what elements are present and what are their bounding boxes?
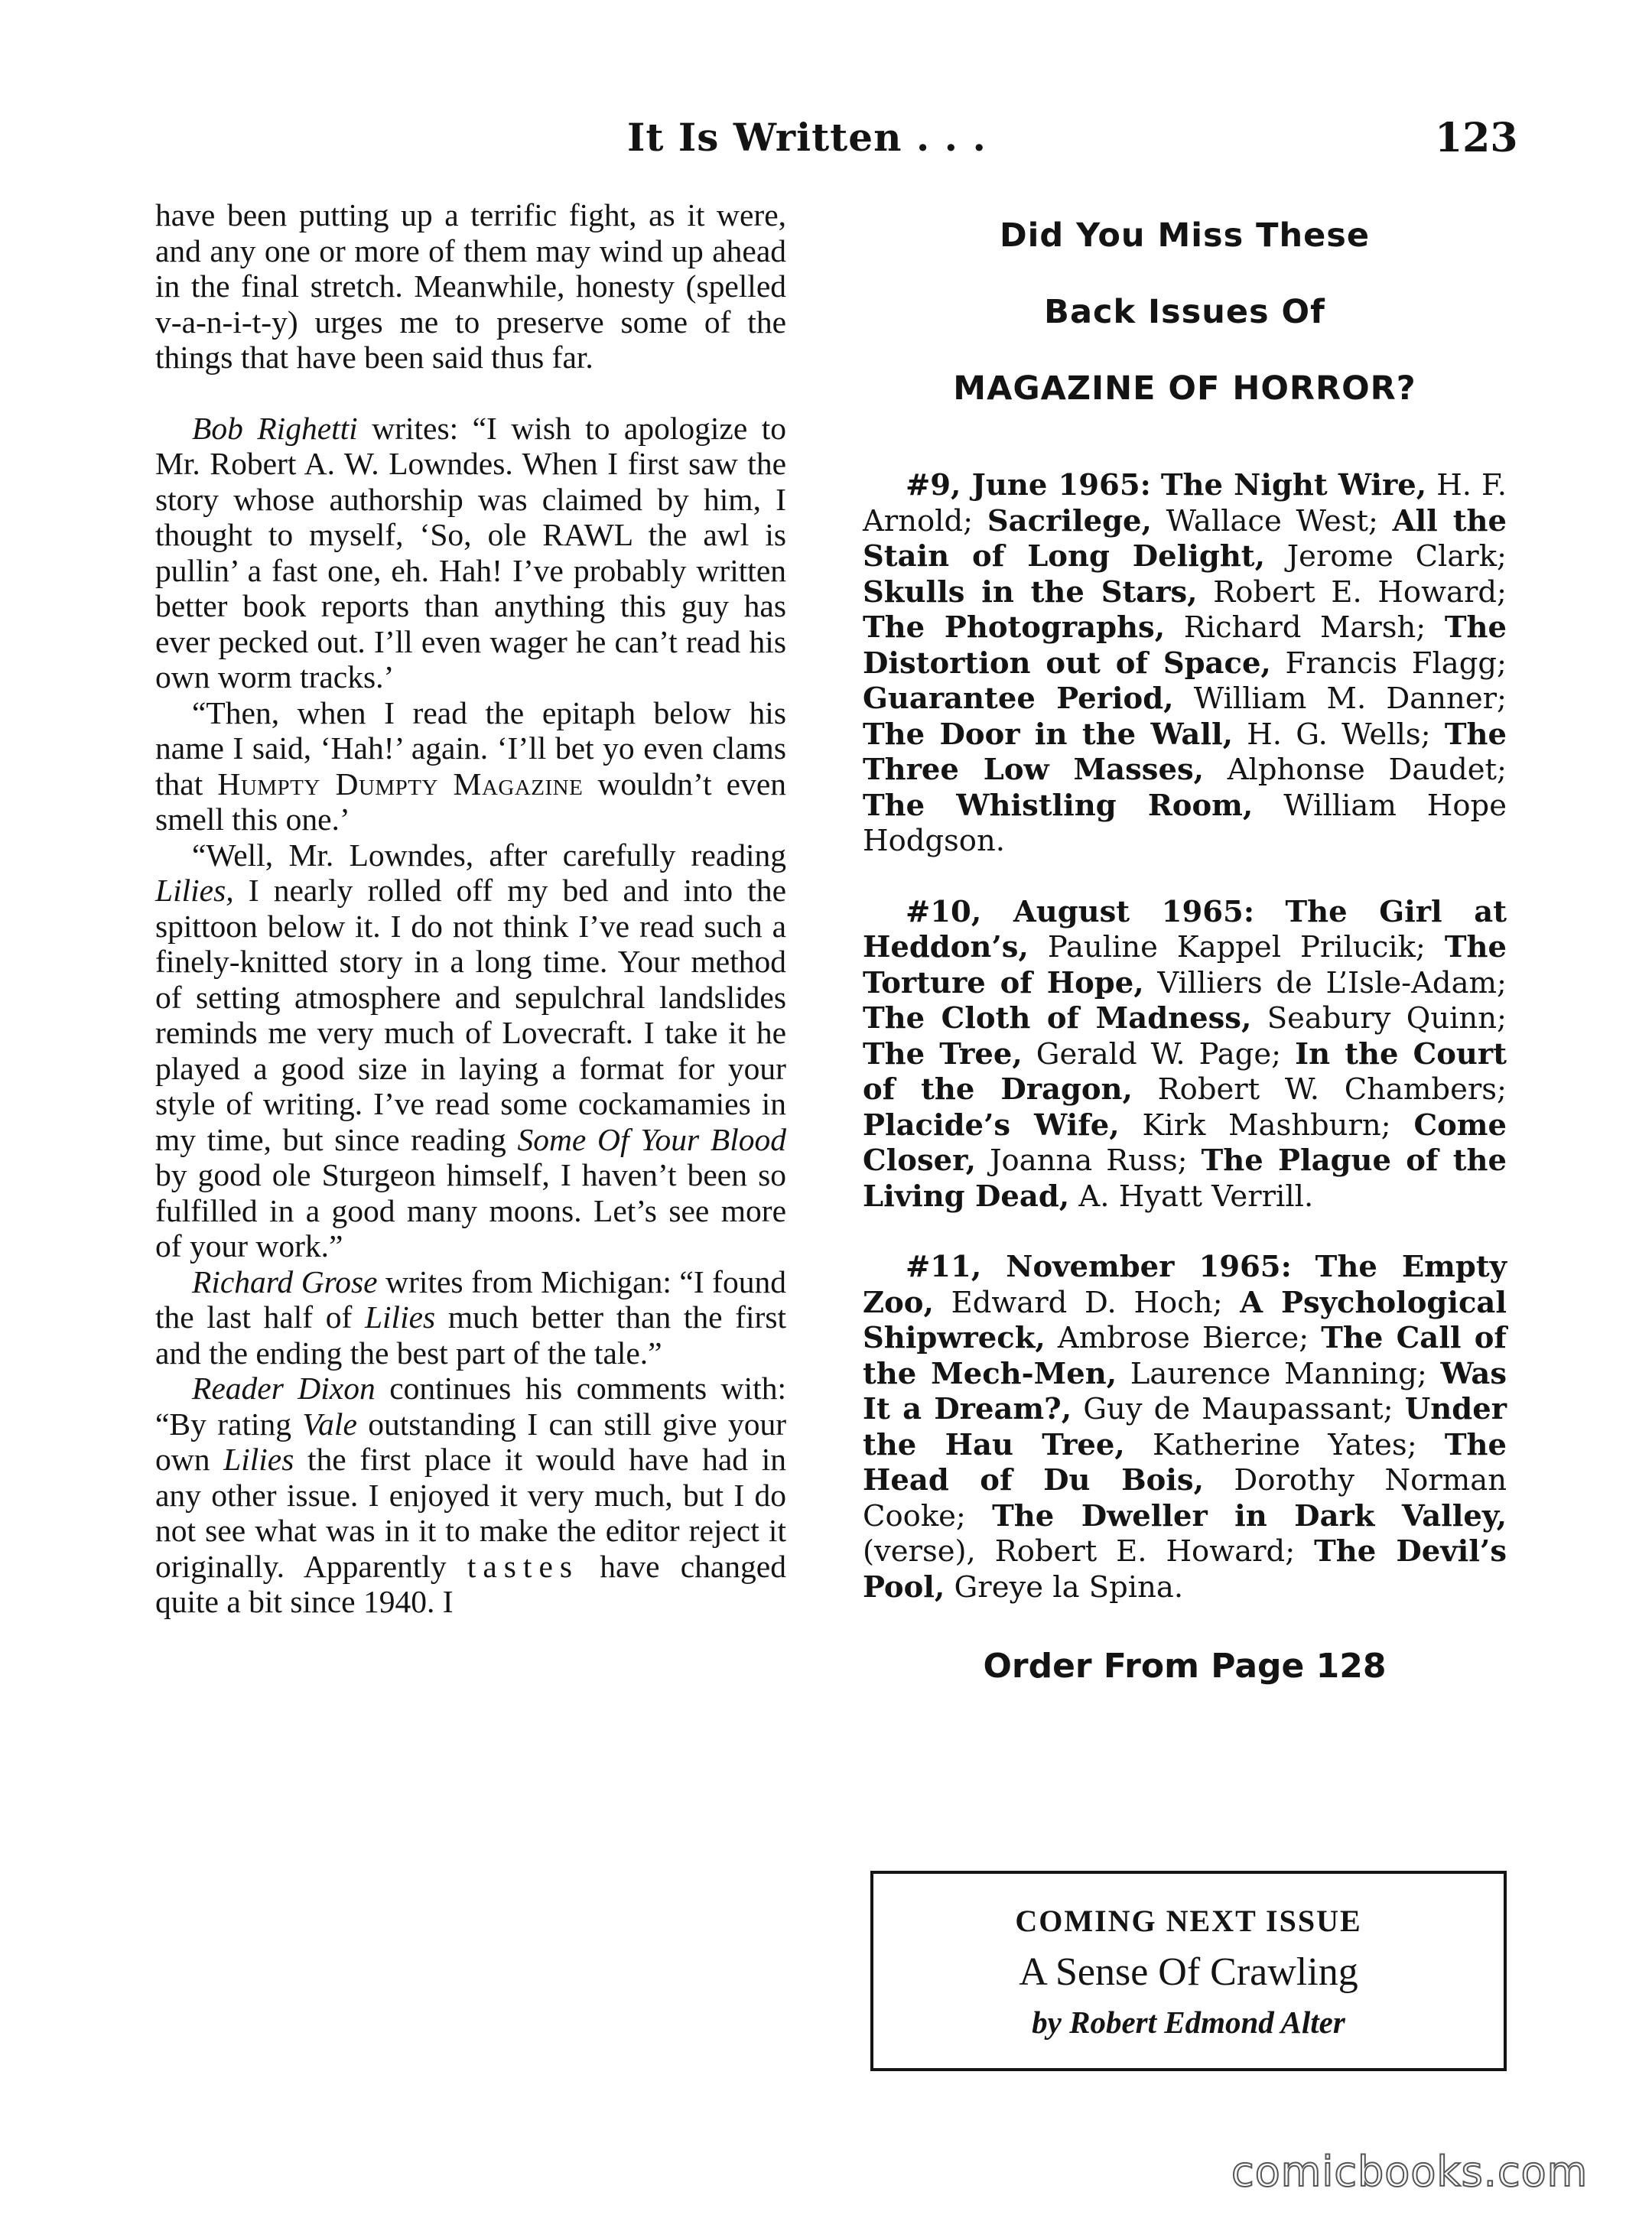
back-issues-ad xyxy=(863,197,1507,1686)
coming-next-label: COMING NEXT ISSUE xyxy=(1015,1904,1362,1938)
page-number: 123 xyxy=(1435,115,1518,161)
letters-paragraph: “Then, when I read the epitaph below his name I said, ‘Hah!’ again. ‘I’ll bet yo even clams that Humpty Dumpty Magazine wouldn’t even smell this one.’ xyxy=(155,694,786,837)
site-watermark: comicbooks.com xyxy=(1231,2148,1589,2196)
letters-paragraph: Bob Righetti writes: “I wish to apologize to Mr. Robert A. W. Lowndes. When I first saw the story whose authorship was claimed by him, I thought to myself, ‘So, ole RAWL the awl is pullin’ a fast one, eh. Hah! I’ve probably written better book reports than anything this guy has ever pecked out. I’ll even wager he can’t read his own worm tracks.’ xyxy=(155,410,786,694)
ad-heading-line: MAGAZINE OF HORROR? xyxy=(953,369,1416,408)
ad-heading-line: Back Issues Of xyxy=(1044,293,1325,331)
letter-writer-name: Bob Righetti xyxy=(192,410,358,446)
issue-entry-10: #10, August 1965: The Girl at Heddon’s, Pauline Kappel Prilucik; The Torture of Hope, Villiers de L’Isle-Adam; The Cloth of Madness, Seabury Quinn; The Tree, Gerald W. Page; In the Court of the Dragon, Robert W. Chambers; Placide’s Wife, Kirk Mashburn; Come Closer, Joanna Russ; The Plague of the Living Dead, A. Hyatt Verrill. xyxy=(863,894,1507,1214)
letter-writer-name: Richard Grose xyxy=(192,1263,378,1299)
order-from-page-note: Order From Page 128 xyxy=(983,1647,1387,1686)
coming-next-title: A Sense Of Crawling xyxy=(1019,1950,1358,1994)
issue-entry-9: #9, June 1965: The Night Wire, H. F. Arnold; Sacrilege, Wallace West; All the Stain of Long Delight, Jerome Clark; Skulls in the Stars, Robert E. Howard; The Photographs, Richard Marsh; The Distortion out of Space, Francis Flagg; Guarantee Period, William M. Danner; The Door in the Wall, H. G. Wells; The Three Low Masses, Alphonse Daudet; The Whistling Room, William Hope Hodgson. xyxy=(863,468,1507,858)
letters-paragraph: Reader Dixon continues his comments with: “By rating Vale outstanding I can still give your own Lilies the first place it would have had in any other issue. I enjoyed it very much, but I do not see what was in it to make the editor reject it originally. Apparently tastes have changed quite a bit since 1940. I xyxy=(155,1371,787,1619)
letters-paragraph: have been putting up a terrific fight, as it were, and any one or more of them may wind up ahead in the final stretch. Meanwhile, honesty (spelled v-a-n-i-t-y) urges me to preserve some of the things that have been said thus far. xyxy=(155,197,786,375)
letters-paragraph: Richard Grose writes from Michigan: “I found the last half of Lilies much better than the first and the ending the best part of the tale.” xyxy=(155,1263,786,1371)
issue-entry-11: #11, November 1965: The Empty Zoo, Edward D. Hoch; A Psychological Shipwreck, Ambrose Bierce; The Call of the Mech-Men, Laurence Manning; Was It a Dream?, Guy de Maupassant; Under the Hau Tree, Katherine Yates; The Head of Du Bois, Dorothy Norman Cooke; The Dweller in Dark Valley, (verse), Robert E. Howard; The Devil’s Pool, Greye la Spina. xyxy=(863,1250,1507,1605)
letters-column xyxy=(155,197,786,1620)
issue-list xyxy=(863,468,1507,1605)
running-title: It Is Written . . . xyxy=(627,115,987,160)
ad-heading-line: Did You Miss These xyxy=(999,216,1371,255)
letter-writer-name: Reader Dixon xyxy=(192,1371,376,1406)
letters-paragraph: “Well, Mr. Lowndes, after carefully reading Lilies, I nearly rolled off my bed and into the spittoon below it. I do not think I’ve read such a finely-knitted story in a long time. Your method of setting atmosphere and sepulchral landslides reminds me very much of Lovecraft. I take it he played a good size in laying a format for your style of writing. I’ve read some cockamamies in my time, but since reading Some Of Your Blood by good ole Sturgeon himself, I haven’t been so fulfilled in a good many moons. Let’s see more of your work.” xyxy=(155,837,786,1263)
magazine-name: Humpty Dumpty Magazine xyxy=(217,766,584,802)
coming-next-issue-box xyxy=(870,1871,1507,2071)
coming-next-byline: by Robert Edmond Alter xyxy=(1032,2005,1345,2040)
